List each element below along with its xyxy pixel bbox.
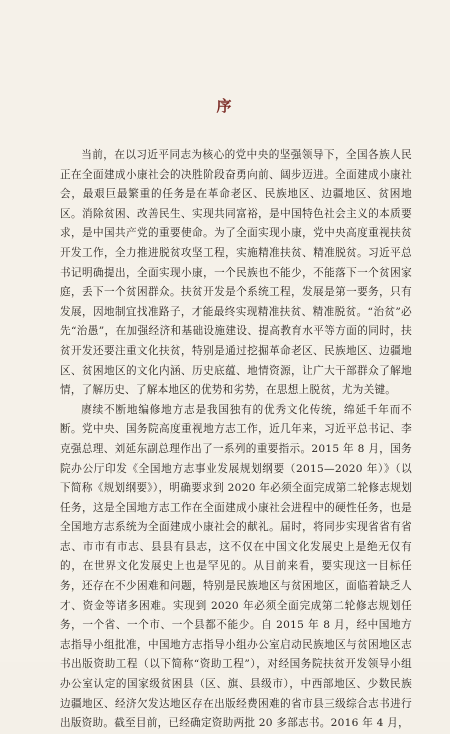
paragraph: 赓续不断地编修地方志是我国独有的优秀文化传统，绵延千年而不断。党中央、国务院高度重视地方志工作，近几年来，习近平总书记、李克强总理、刘延东副总理作出了一系列的重要指示。2015 年 8 月，国务院办公厅印发《全国地方志事业发展规划纲要（2015—2020 年）》（以下简称《规划纲要》），明确要求到 2020 年必须全面完成第二轮修志规划任务，这是全国地方志工作在全面建成小康社会进程中的硬性任务，也是全国地方志系统为全面建成小康社会的献礼。届时，将同步实现省省有省志、市市有市志、县县有县志，这不仅在中国文化发展史上是绝无仅有的，在世界文化发展史上也是罕见的。从目前来看，要实现这一目标任务，还存在不少困难和问题，特别是民族地区与贫困地区，面临着缺乏人才、资金等诸多困难。实现到 2020 年必须全面完成第二轮修志规划任务，一个省、一个市、一个县都不能少。自 2015 年 8 月，经中国地方志指导小组批准，中国地方志指导小组办公室启动民族地区与贫困地区志书出版资助工程（以下简称“资助工程”），对经国务院扶贫开发领导小组办公室认定的国家级贫困县（区、旗、县级市），中西部地区、少数民族边疆地区、经济欠发达地区存在出版经费困难的省市县三级综合志书进行出版资助。截至目前，已经确定资助两批 20 多部志书。2016 年 4 月， — [60, 403, 412, 730]
paragraph: 当前，在以习近平同志为核心的党中央的坚强领导下，全国各族人民正在全面建成小康社会的决胜阶段奋勇向前、阔步迈进。全面建成小康社会，最艰巨最繁重的任务是在革命老区、民族地区、边疆地区、贫困地区。消除贫困、改善民生、实现共同富裕，是中国特色社会主义的本质要求，是中国共产党的重要使命。为了全面实现小康，党中央高度重视扶贫开发工作，全力推进脱贫攻坚工程，实施精准扶贫、精准脱贫。习近平总书记明确提出，全面实现小康，一个民族也不能少，不能落下一个贫困家庭，丢下一个贫困群众。扶贫开发是个系统工程，发展是第一要务，只有发展，因地制宜找准路子，才能最终实现精准扶贫、精准脱贫。“治贫”必先“治愚”，在加强经济和基础设施建设、提高教育水平等方面的同时，扶贫开发还要注重文化扶贫，特别是通过挖掘革命老区、民族地区、边疆地区、贫困地区的文化内涵、历史底蕴、地情资源，让广大干部群众了解地情，了解历史、了解本地区的优势和劣势，在思想上脱贫，尤为关键。 — [60, 149, 412, 397]
preface-body — [60, 146, 412, 734]
preface-title: 序 — [216, 97, 234, 115]
